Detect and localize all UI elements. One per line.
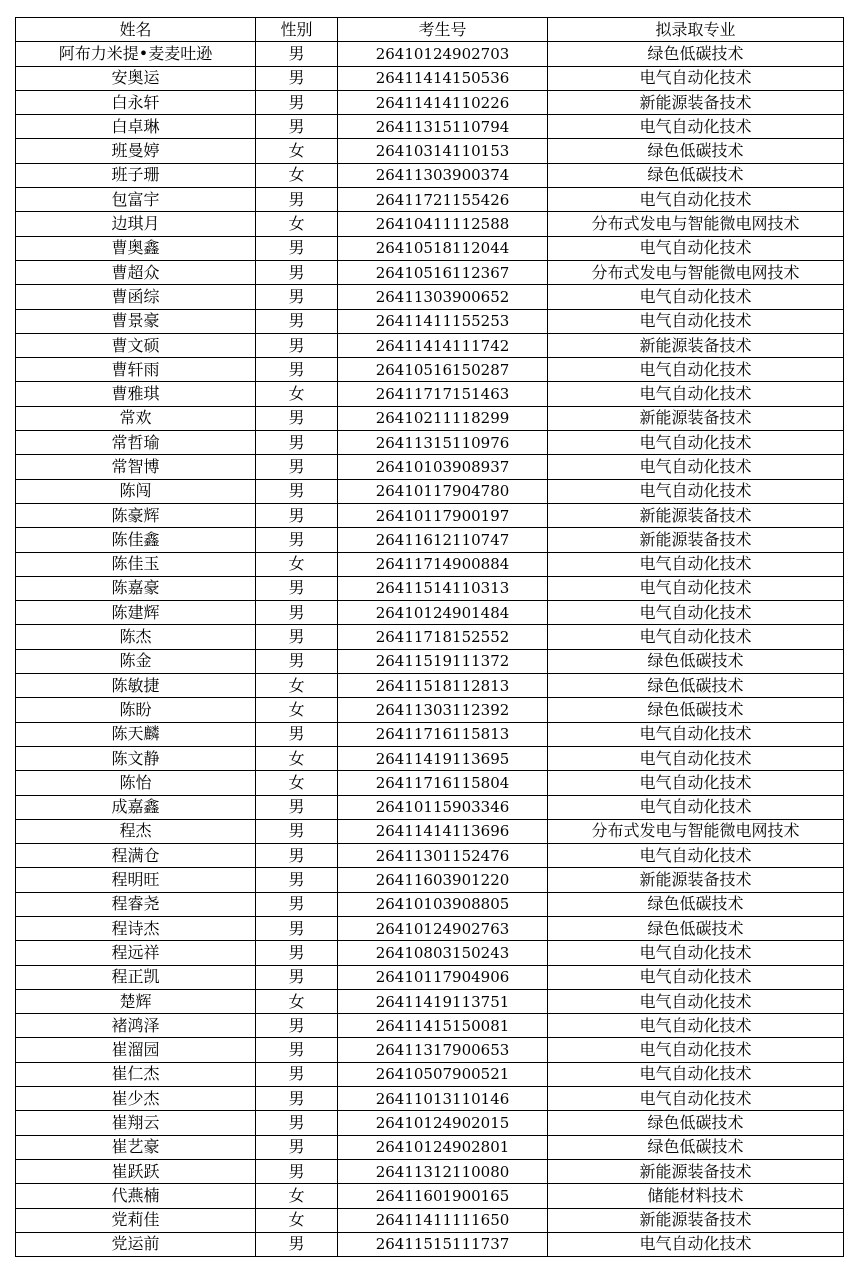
cell-gender: 男 <box>256 1111 338 1135</box>
cell-exam-id: 26411301152476 <box>338 844 548 868</box>
cell-gender: 男 <box>256 1087 338 1111</box>
cell-major: 新能源装备技术 <box>548 868 844 892</box>
cell-major: 分布式发电与智能微电网技术 <box>548 212 844 236</box>
cell-name: 边琪月 <box>16 212 256 236</box>
cell-exam-id: 26411414110226 <box>338 90 548 114</box>
cell-gender: 男 <box>256 236 338 260</box>
cell-major: 电气自动化技术 <box>548 1087 844 1111</box>
table-row <box>16 674 844 698</box>
header-name: 姓名 <box>16 18 256 42</box>
cell-name: 曹奥鑫 <box>16 236 256 260</box>
cell-major: 电气自动化技术 <box>548 1232 844 1256</box>
cell-gender: 男 <box>256 309 338 333</box>
cell-name: 陈敏捷 <box>16 674 256 698</box>
table-row <box>16 941 844 965</box>
cell-gender: 女 <box>256 552 338 576</box>
cell-gender: 男 <box>256 1232 338 1256</box>
cell-gender: 男 <box>256 333 338 357</box>
table-row <box>16 916 844 940</box>
cell-exam-id: 26411716115804 <box>338 771 548 795</box>
cell-exam-id: 26410124902763 <box>338 916 548 940</box>
cell-major: 新能源装备技术 <box>548 1159 844 1183</box>
cell-exam-id: 26411519111372 <box>338 649 548 673</box>
cell-gender: 男 <box>256 601 338 625</box>
cell-name: 陈文静 <box>16 746 256 770</box>
cell-gender: 男 <box>256 479 338 503</box>
cell-exam-id: 26411317900653 <box>338 1038 548 1062</box>
cell-major: 电气自动化技术 <box>548 795 844 819</box>
cell-exam-id: 26411414113696 <box>338 819 548 843</box>
cell-exam-id: 26411718152552 <box>338 625 548 649</box>
cell-gender: 男 <box>256 66 338 90</box>
cell-major: 新能源装备技术 <box>548 90 844 114</box>
cell-gender: 男 <box>256 188 338 212</box>
cell-exam-id: 26410115903346 <box>338 795 548 819</box>
cell-major: 电气自动化技术 <box>548 431 844 455</box>
cell-gender: 女 <box>256 212 338 236</box>
table-row <box>16 552 844 576</box>
cell-exam-id: 26411411155253 <box>338 309 548 333</box>
cell-gender: 男 <box>256 406 338 430</box>
cell-gender: 男 <box>256 1014 338 1038</box>
cell-gender: 男 <box>256 528 338 552</box>
table-row <box>16 601 844 625</box>
cell-major: 电气自动化技术 <box>548 941 844 965</box>
cell-major: 电气自动化技术 <box>548 601 844 625</box>
cell-name: 程诗杰 <box>16 916 256 940</box>
cell-name: 崔少杰 <box>16 1087 256 1111</box>
cell-exam-id: 26411721155426 <box>338 188 548 212</box>
cell-exam-id: 26410518112044 <box>338 236 548 260</box>
cell-major: 电气自动化技术 <box>548 1062 844 1086</box>
cell-name: 陈嘉豪 <box>16 576 256 600</box>
cell-major: 电气自动化技术 <box>548 1014 844 1038</box>
cell-major: 绿色低碳技术 <box>548 674 844 698</box>
cell-exam-id: 26411515111737 <box>338 1232 548 1256</box>
cell-name: 崔翔云 <box>16 1111 256 1135</box>
header-row <box>16 18 844 42</box>
cell-gender: 男 <box>256 844 338 868</box>
cell-exam-id: 26411414150536 <box>338 66 548 90</box>
cell-major: 绿色低碳技术 <box>548 42 844 66</box>
cell-gender: 男 <box>256 260 338 284</box>
table-row <box>16 382 844 406</box>
table-row <box>16 771 844 795</box>
cell-major: 电气自动化技术 <box>548 115 844 139</box>
cell-name: 程明旺 <box>16 868 256 892</box>
cell-major: 分布式发电与智能微电网技术 <box>548 260 844 284</box>
cell-major: 绿色低碳技术 <box>548 1135 844 1159</box>
cell-exam-id: 26410516150287 <box>338 358 548 382</box>
cell-exam-id: 26410124902801 <box>338 1135 548 1159</box>
cell-major: 电气自动化技术 <box>548 771 844 795</box>
cell-major: 电气自动化技术 <box>548 722 844 746</box>
cell-name: 常哲瑜 <box>16 431 256 455</box>
cell-gender: 男 <box>256 649 338 673</box>
table-row <box>16 625 844 649</box>
cell-exam-id: 26410507900521 <box>338 1062 548 1086</box>
header-major: 拟录取专业 <box>548 18 844 42</box>
cell-exam-id: 26411419113751 <box>338 989 548 1013</box>
cell-exam-id: 26411716115813 <box>338 722 548 746</box>
cell-gender: 女 <box>256 989 338 1013</box>
cell-name: 曹超众 <box>16 260 256 284</box>
cell-exam-id: 26410103908937 <box>338 455 548 479</box>
cell-exam-id: 26410314110153 <box>338 139 548 163</box>
cell-gender: 男 <box>256 941 338 965</box>
cell-major: 绿色低碳技术 <box>548 892 844 916</box>
cell-name: 代燕楠 <box>16 1184 256 1208</box>
cell-gender: 男 <box>256 576 338 600</box>
cell-exam-id: 26410117900197 <box>338 503 548 527</box>
cell-major: 分布式发电与智能微电网技术 <box>548 819 844 843</box>
cell-exam-id: 26411315110794 <box>338 115 548 139</box>
table-row <box>16 42 844 66</box>
cell-major: 电气自动化技术 <box>548 66 844 90</box>
table-row <box>16 260 844 284</box>
cell-name: 成嘉鑫 <box>16 795 256 819</box>
table-row <box>16 431 844 455</box>
cell-name: 陈天麟 <box>16 722 256 746</box>
cell-exam-id: 26410411112588 <box>338 212 548 236</box>
cell-gender: 男 <box>256 1038 338 1062</box>
cell-exam-id: 26411603901220 <box>338 868 548 892</box>
table-header <box>16 18 844 42</box>
cell-major: 电气自动化技术 <box>548 382 844 406</box>
cell-gender: 女 <box>256 771 338 795</box>
cell-name: 白永轩 <box>16 90 256 114</box>
table-row <box>16 1014 844 1038</box>
cell-gender: 男 <box>256 916 338 940</box>
cell-gender: 男 <box>256 1159 338 1183</box>
cell-gender: 男 <box>256 1135 338 1159</box>
cell-exam-id: 26411303900374 <box>338 163 548 187</box>
cell-name: 程满仓 <box>16 844 256 868</box>
table-row <box>16 406 844 430</box>
cell-name: 陈豪辉 <box>16 503 256 527</box>
cell-major: 电气自动化技术 <box>548 989 844 1013</box>
table-row <box>16 1087 844 1111</box>
cell-name: 程睿尧 <box>16 892 256 916</box>
header-exam-id: 考生号 <box>338 18 548 42</box>
cell-name: 楚辉 <box>16 989 256 1013</box>
cell-gender: 男 <box>256 625 338 649</box>
cell-exam-id: 26411303900652 <box>338 285 548 309</box>
cell-exam-id: 26411013110146 <box>338 1087 548 1111</box>
cell-gender: 男 <box>256 1062 338 1086</box>
cell-exam-id: 26410124902015 <box>338 1111 548 1135</box>
cell-name: 曹文硕 <box>16 333 256 357</box>
cell-major: 电气自动化技术 <box>548 309 844 333</box>
table-row <box>16 503 844 527</box>
cell-major: 电气自动化技术 <box>548 358 844 382</box>
cell-name: 陈金 <box>16 649 256 673</box>
table-row <box>16 455 844 479</box>
table-row <box>16 115 844 139</box>
cell-name: 曹轩雨 <box>16 358 256 382</box>
table-row <box>16 236 844 260</box>
cell-name: 曹函综 <box>16 285 256 309</box>
cell-exam-id: 26410803150243 <box>338 941 548 965</box>
cell-major: 电气自动化技术 <box>548 552 844 576</box>
table-row <box>16 868 844 892</box>
table-row <box>16 892 844 916</box>
cell-major: 储能材料技术 <box>548 1184 844 1208</box>
cell-major: 电气自动化技术 <box>548 455 844 479</box>
cell-gender: 男 <box>256 819 338 843</box>
cell-name: 常欢 <box>16 406 256 430</box>
cell-major: 电气自动化技术 <box>548 746 844 770</box>
cell-exam-id: 26411714900884 <box>338 552 548 576</box>
cell-name: 崔仁杰 <box>16 1062 256 1086</box>
cell-name: 党运前 <box>16 1232 256 1256</box>
table-row <box>16 163 844 187</box>
cell-exam-id: 26411315110976 <box>338 431 548 455</box>
cell-major: 新能源装备技术 <box>548 528 844 552</box>
table-row <box>16 844 844 868</box>
cell-gender: 男 <box>256 795 338 819</box>
cell-name: 程杰 <box>16 819 256 843</box>
cell-major: 电气自动化技术 <box>548 188 844 212</box>
table-row <box>16 139 844 163</box>
table-row <box>16 576 844 600</box>
cell-name: 常智博 <box>16 455 256 479</box>
cell-name: 陈盼 <box>16 698 256 722</box>
table-row <box>16 1135 844 1159</box>
cell-name: 崔艺豪 <box>16 1135 256 1159</box>
cell-name: 陈建辉 <box>16 601 256 625</box>
table-row <box>16 479 844 503</box>
cell-gender: 女 <box>256 698 338 722</box>
cell-major: 电气自动化技术 <box>548 479 844 503</box>
cell-gender: 男 <box>256 722 338 746</box>
table-row <box>16 722 844 746</box>
table-row <box>16 795 844 819</box>
cell-gender: 女 <box>256 139 338 163</box>
cell-major: 绿色低碳技术 <box>548 698 844 722</box>
cell-exam-id: 26410124902703 <box>338 42 548 66</box>
cell-name: 陈怡 <box>16 771 256 795</box>
table-row <box>16 1159 844 1183</box>
cell-name: 崔溜园 <box>16 1038 256 1062</box>
cell-exam-id: 26411411111650 <box>338 1208 548 1232</box>
table-row <box>16 285 844 309</box>
table-row <box>16 90 844 114</box>
cell-name: 包富宇 <box>16 188 256 212</box>
cell-gender: 女 <box>256 1184 338 1208</box>
cell-gender: 男 <box>256 455 338 479</box>
table-row <box>16 965 844 989</box>
cell-name: 班子珊 <box>16 163 256 187</box>
cell-name: 程正凯 <box>16 965 256 989</box>
table-row <box>16 819 844 843</box>
table-row <box>16 1232 844 1256</box>
cell-exam-id: 26410124901484 <box>338 601 548 625</box>
cell-major: 新能源装备技术 <box>548 406 844 430</box>
cell-gender: 女 <box>256 382 338 406</box>
cell-major: 电气自动化技术 <box>548 285 844 309</box>
cell-exam-id: 26411415150081 <box>338 1014 548 1038</box>
table-row <box>16 649 844 673</box>
cell-name: 陈佳鑫 <box>16 528 256 552</box>
table-row <box>16 698 844 722</box>
cell-gender: 男 <box>256 90 338 114</box>
cell-major: 新能源装备技术 <box>548 503 844 527</box>
table-row <box>16 358 844 382</box>
cell-name: 安奥运 <box>16 66 256 90</box>
cell-gender: 男 <box>256 42 338 66</box>
table-row <box>16 1038 844 1062</box>
cell-name: 班曼婷 <box>16 139 256 163</box>
cell-gender: 男 <box>256 431 338 455</box>
admission-list-table <box>15 17 844 1257</box>
cell-name: 陈杰 <box>16 625 256 649</box>
table-row <box>16 528 844 552</box>
cell-exam-id: 26410117904906 <box>338 965 548 989</box>
cell-exam-id: 26411518112813 <box>338 674 548 698</box>
cell-gender: 男 <box>256 358 338 382</box>
cell-exam-id: 26411601900165 <box>338 1184 548 1208</box>
cell-name: 阿布力米提•麦麦吐逊 <box>16 42 256 66</box>
cell-major: 电气自动化技术 <box>548 576 844 600</box>
cell-major: 电气自动化技术 <box>548 236 844 260</box>
table-row <box>16 1208 844 1232</box>
cell-exam-id: 26411612110747 <box>338 528 548 552</box>
cell-gender: 男 <box>256 285 338 309</box>
cell-name: 曹雅琪 <box>16 382 256 406</box>
cell-major: 绿色低碳技术 <box>548 1111 844 1135</box>
table-row <box>16 746 844 770</box>
cell-gender: 女 <box>256 746 338 770</box>
cell-gender: 女 <box>256 1208 338 1232</box>
table-row <box>16 212 844 236</box>
cell-major: 电气自动化技术 <box>548 625 844 649</box>
cell-gender: 女 <box>256 163 338 187</box>
table-row <box>16 66 844 90</box>
cell-name: 陈佳玉 <box>16 552 256 576</box>
cell-gender: 男 <box>256 965 338 989</box>
table-row <box>16 333 844 357</box>
cell-gender: 男 <box>256 892 338 916</box>
table-row <box>16 989 844 1013</box>
cell-major: 绿色低碳技术 <box>548 163 844 187</box>
cell-gender: 男 <box>256 503 338 527</box>
cell-name: 曹景豪 <box>16 309 256 333</box>
cell-gender: 男 <box>256 115 338 139</box>
cell-major: 电气自动化技术 <box>548 1038 844 1062</box>
cell-exam-id: 26411312110080 <box>338 1159 548 1183</box>
table-row <box>16 188 844 212</box>
cell-major: 绿色低碳技术 <box>548 916 844 940</box>
table-row <box>16 1184 844 1208</box>
cell-gender: 女 <box>256 674 338 698</box>
cell-major: 电气自动化技术 <box>548 965 844 989</box>
table-body <box>16 42 844 1257</box>
table-row <box>16 1062 844 1086</box>
cell-exam-id: 26410103908805 <box>338 892 548 916</box>
cell-exam-id: 26410211118299 <box>338 406 548 430</box>
cell-exam-id: 26411414111742 <box>338 333 548 357</box>
cell-exam-id: 26410117904780 <box>338 479 548 503</box>
cell-exam-id: 26411514110313 <box>338 576 548 600</box>
cell-name: 褚鸿泽 <box>16 1014 256 1038</box>
cell-major: 新能源装备技术 <box>548 1208 844 1232</box>
cell-major: 电气自动化技术 <box>548 844 844 868</box>
cell-exam-id: 26411303112392 <box>338 698 548 722</box>
cell-exam-id: 26410516112367 <box>338 260 548 284</box>
cell-name: 党莉佳 <box>16 1208 256 1232</box>
cell-exam-id: 26411419113695 <box>338 746 548 770</box>
cell-major: 绿色低碳技术 <box>548 649 844 673</box>
cell-major: 新能源装备技术 <box>548 333 844 357</box>
cell-gender: 男 <box>256 868 338 892</box>
cell-name: 白卓琳 <box>16 115 256 139</box>
cell-name: 程远祥 <box>16 941 256 965</box>
cell-major: 绿色低碳技术 <box>548 139 844 163</box>
cell-exam-id: 26411717151463 <box>338 382 548 406</box>
table-row <box>16 309 844 333</box>
cell-name: 陈闯 <box>16 479 256 503</box>
table-row <box>16 1111 844 1135</box>
cell-name: 崔跃跃 <box>16 1159 256 1183</box>
header-gender: 性别 <box>256 18 338 42</box>
